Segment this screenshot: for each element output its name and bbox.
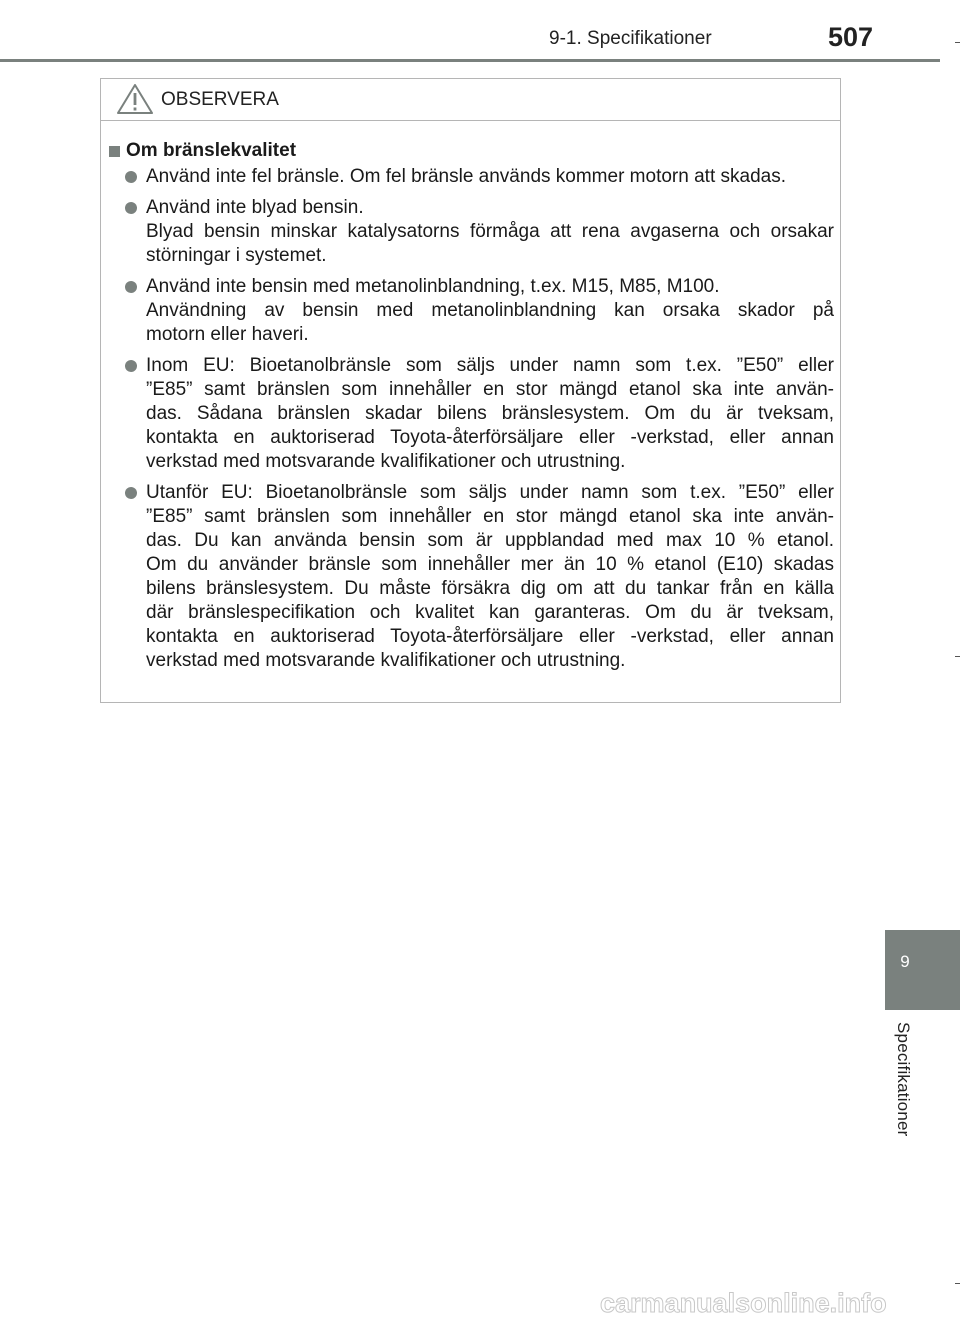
warning-triangle-icon (115, 82, 155, 116)
bullet-line: verkstad med motsvarande kvalifikationer och utrustning. (146, 451, 626, 472)
header-section-title: 9-1. Specifikationer (549, 28, 712, 49)
round-bullet-icon (125, 487, 137, 499)
chapter-tab-label: Specifikationer (894, 1022, 913, 1137)
bullet-line: Använd inte blyad bensin. (146, 197, 364, 218)
bullet-line: ”E85” samt bränslen som innehåller en stor mängd etanol ska inte använ- (146, 379, 834, 400)
bullet-line: Utanför EU: Bioetanolbränsle som säljs under namn som t.ex. ”E50” eller (146, 482, 834, 503)
crop-mark-bottom (955, 1283, 960, 1284)
bullet-item (109, 196, 834, 268)
bullet-item (109, 275, 834, 347)
bullet-line: verkstad med motsvarande kvalifikationer och utrustning. (146, 650, 626, 671)
bullet-line: das. Du kan använda bensin som är uppblandad med max 10 % etanol. (146, 530, 834, 551)
bullet-line: ”E85” samt bränslen som innehåller en stor mängd etanol ska inte använ- (146, 506, 834, 527)
watermark-text: carmanualsonline.info (600, 1290, 887, 1318)
page-number: 507 (828, 22, 874, 52)
bullet-item (109, 354, 834, 474)
bullet-item (109, 481, 834, 673)
bullet-line: där bränslespecifikation och kvalitet kan garanteras. Om du är tveksam, (146, 602, 834, 623)
bullet-line: kontakta en auktoriserad Toyota-återförsäljare eller -verkstad, eller annan (146, 626, 834, 647)
bullet-line: Använd inte bensin med metanolinblandning, t.ex. M15, M85, M100. (146, 276, 720, 297)
bullet-line: störningar i systemet. (146, 245, 327, 266)
bullet-line: Använd inte fel bränsle. Om fel bränsle används kommer motorn att skadas. (146, 166, 786, 187)
round-bullet-icon (125, 171, 137, 183)
bullet-item (109, 165, 834, 189)
notice-box (100, 78, 841, 703)
bullet-line: bilens bränslesystem. Du måste försäkra dig om att du tankar från en källa (146, 578, 834, 599)
bullet-line: Användning av bensin med metanolinblandning kan orsaka skador på (146, 300, 834, 321)
chapter-tab-number: 9 (900, 952, 910, 971)
section-heading-text: Om bränslekvalitet (126, 140, 297, 161)
round-bullet-icon (125, 281, 137, 293)
bullet-line: Blyad bensin minskar katalysatorns förmåga att rena avgaserna och orsakar (146, 221, 834, 242)
bullet-line: Om du använder bränsle som innehåller mer än 10 % etanol (E10) skadas (146, 554, 834, 575)
round-bullet-icon (125, 202, 137, 214)
square-bullet-icon (109, 146, 120, 157)
notice-title: OBSERVERA (161, 89, 279, 110)
watermark (600, 1290, 930, 1320)
section-heading (109, 140, 296, 162)
bullet-line: kontakta en auktoriserad Toyota-återförsäljare eller -verkstad, eller annan (146, 427, 834, 448)
crop-mark-middle (955, 656, 960, 657)
bullet-line: Inom EU: Bioetanolbränsle som säljs under namn som t.ex. ”E50” eller (146, 355, 834, 376)
header-rule (0, 59, 940, 62)
round-bullet-icon (125, 360, 137, 372)
crop-mark-top (955, 42, 960, 43)
bullet-line: das. Sådana bränslen skadar bilens bränslesystem. Om du är tveksam, (146, 403, 834, 424)
bullet-line: motorn eller haveri. (146, 324, 309, 345)
notice-header (101, 79, 840, 121)
bullet-list (109, 165, 834, 673)
